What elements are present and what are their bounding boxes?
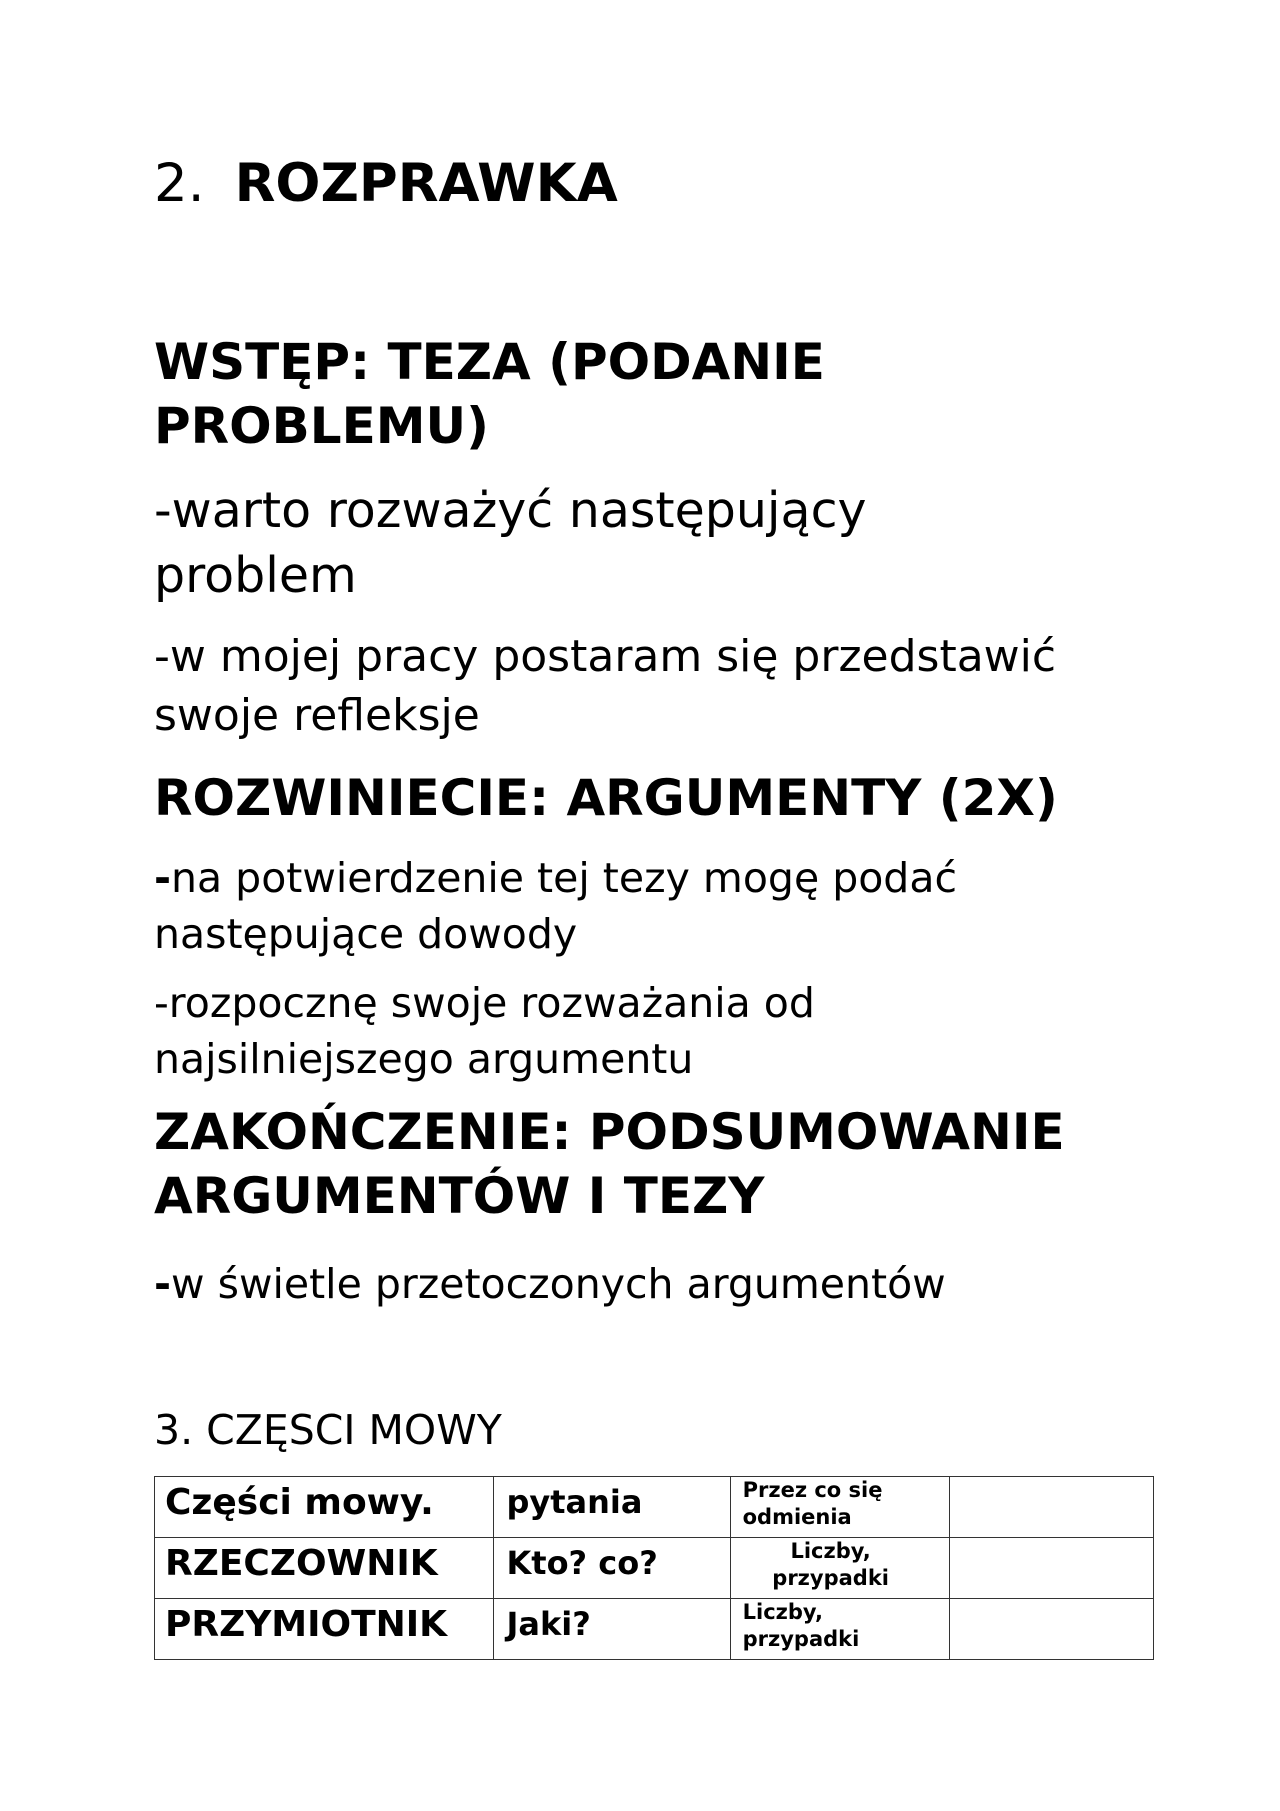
table-row (155, 1538, 1154, 1599)
header-cell-empty (949, 1477, 1153, 1538)
header-cell-inflection: Przez co się odmienia (730, 1477, 949, 1538)
development-line-2: -rozpocznę swoje rozważania od najsilniejszego argumentu (154, 979, 815, 1083)
cell-question: Kto? co? (494, 1538, 730, 1599)
ending-line-text: w świetle przetoczonych argumentów (171, 1260, 946, 1308)
intro-line-2: -w mojej pracy postaram się przedstawić swoje refleksje (154, 631, 1057, 741)
ending-line (154, 1256, 1054, 1312)
intro-line-1: -warto rozważyć następujący problem (154, 482, 867, 604)
parts-of-speech-table (154, 1476, 1154, 1660)
development-line-1-text: na potwierdzenie tej tezy mogę podać następujące dowody (154, 854, 957, 958)
table-row (155, 1599, 1154, 1660)
heading-title: ROZPRAWKA (234, 153, 618, 214)
cell-part-of-speech: PRZYMIOTNIK (155, 1599, 494, 1660)
cell-inflection: Liczby, przypadki (730, 1599, 949, 1660)
development-line-1 (154, 850, 1054, 962)
ending-title: ZAKOŃCZENIE: PODSUMOWANIE ARGUMENTÓW I TEZY (154, 1103, 1065, 1225)
cell-question: Jaki? (494, 1599, 730, 1660)
cell-empty (949, 1538, 1153, 1599)
main-heading (154, 152, 618, 216)
ending-line-dash: - (154, 1260, 172, 1308)
table-header-row (155, 1477, 1154, 1538)
cell-empty (949, 1599, 1153, 1660)
cell-part-of-speech: RZECZOWNIK (155, 1538, 494, 1599)
header-cell-parts: Części mowy. (155, 1477, 494, 1538)
intro-title: WSTĘP: TEZA (PODANIE PROBLEMU) (154, 333, 825, 455)
section3-title: 3. CZĘSCI MOWY (154, 1406, 502, 1454)
development-line-1-dash: - (154, 854, 172, 902)
heading-number: 2. (154, 153, 205, 214)
cell-inflection: Liczby, przypadki (730, 1538, 949, 1599)
development-title: ROZWINIECIE: ARGUMENTY (2X) (154, 769, 1058, 827)
header-cell-questions: pytania (494, 1477, 730, 1538)
